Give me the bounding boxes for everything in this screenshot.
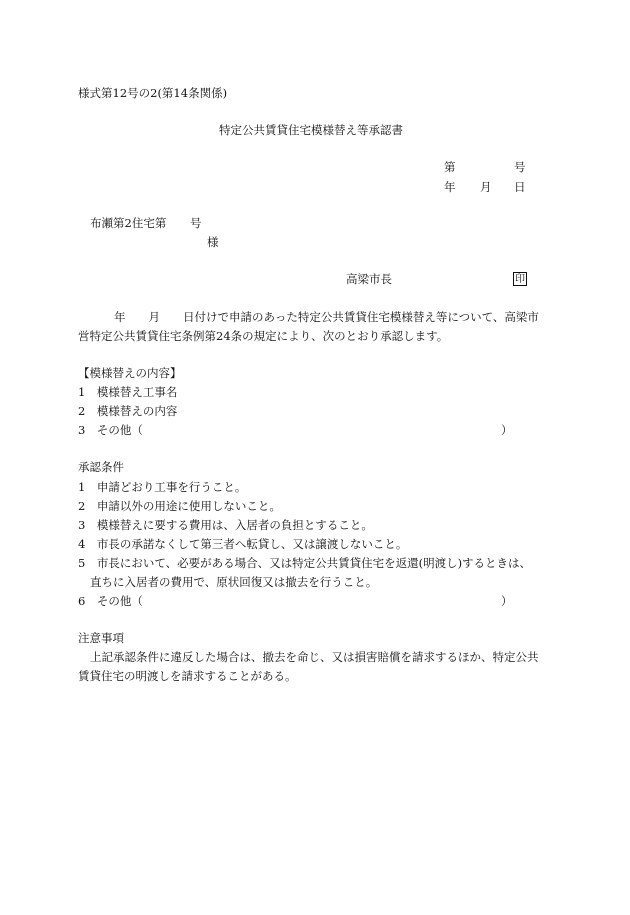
notes-line-1: 上記承認条件に違反した場合は、撤去を命じ、又は損害賠償を請求するほか、特定公共 bbox=[90, 650, 539, 664]
body-line-1: 年 月 日付けで申請のあった特定公共賃貸住宅模様替え等について、高梁市 bbox=[114, 310, 539, 324]
condition-item-6: 6 その他（ bbox=[78, 594, 143, 608]
recipient-address: 布瀬第2住宅第 bbox=[90, 216, 167, 230]
content-heading: 【模様替えの内容】 bbox=[78, 366, 182, 380]
official-seal: 印 bbox=[515, 274, 525, 285]
recipient-go: 号 bbox=[190, 216, 202, 230]
form-number: 様式第12号の2(第14条関係) bbox=[78, 86, 228, 100]
condition-item-5: 5 市長において、必要がある場合、又は特定公共賃貸住宅を返還(明渡し)するときは、 bbox=[78, 556, 532, 570]
condition-item-5-cont: 直ちに入居者の費用で、原状回復又は撤去を行うこと。 bbox=[90, 575, 378, 589]
condition-item-1: 1 申請どおり工事を行うこと。 bbox=[78, 480, 247, 494]
condition-item-3: 3 模様替えに要する費用は、入居者の負担とすること。 bbox=[78, 518, 373, 532]
number-go: 号 bbox=[514, 160, 526, 174]
date-month: 月 bbox=[480, 180, 492, 194]
content-item-3: 3 その他（ bbox=[78, 423, 143, 437]
content-item-3-close: ） bbox=[501, 423, 513, 437]
notes-heading: 注意事項 bbox=[78, 631, 124, 645]
number-dai: 第 bbox=[444, 160, 456, 174]
issuer-name: 高梁市長 bbox=[346, 272, 392, 286]
conditions-heading: 承認条件 bbox=[78, 460, 124, 474]
date-day: 日 bbox=[514, 180, 526, 194]
notes-line-2: 賃貸住宅の明渡しを請求することがある。 bbox=[78, 669, 297, 683]
date-year: 年 bbox=[444, 180, 456, 194]
condition-item-2: 2 申請以外の用途に使用しないこと。 bbox=[78, 499, 281, 513]
condition-item-6-close: ） bbox=[501, 594, 513, 608]
content-item-1: 1 模様替え工事名 bbox=[78, 385, 178, 399]
content-item-2: 2 模様替えの内容 bbox=[78, 404, 178, 418]
condition-item-4: 4 市長の承諾なくして第三者へ転貸し、又は譲渡しないこと。 bbox=[78, 537, 408, 551]
recipient-sama: 様 bbox=[207, 235, 219, 249]
body-line-2: 営特定公共賃貸住宅条例第24条の規定により、次のとおり承認します。 bbox=[78, 329, 449, 343]
document-title: 特定公共賃貸住宅模様替え等承認書 bbox=[219, 123, 403, 137]
